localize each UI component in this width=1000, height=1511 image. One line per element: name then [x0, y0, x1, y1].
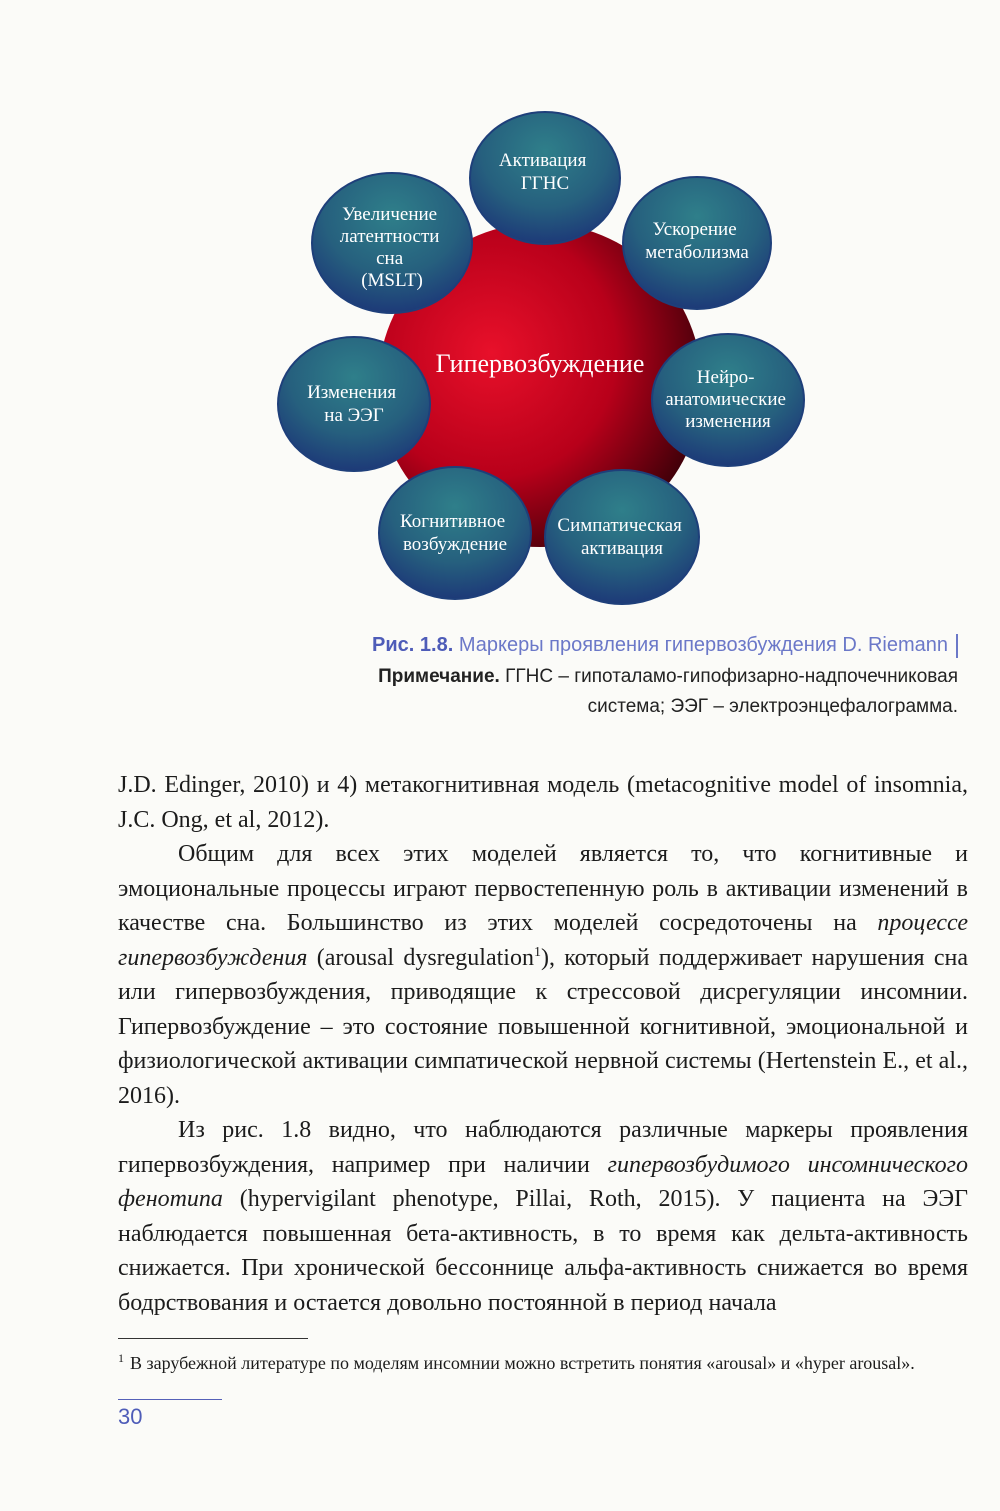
- node-activation-hpa: [470, 112, 620, 244]
- paragraph-3-italic: гипервозбудимого инсомнического фенотипа: [118, 1151, 969, 1212]
- paragraph-2-part-b: (arousal dysregulation: [307, 944, 534, 971]
- center-label: Гипервозбуждение: [435, 349, 645, 378]
- node-label-line: Когнитивное: [400, 511, 506, 532]
- node-label-line: Нейро-: [696, 367, 755, 388]
- node-label-line: на ЭЭГ: [324, 405, 384, 426]
- page-number-rule: [118, 1399, 222, 1400]
- node-label-line: анатомические: [665, 389, 786, 410]
- paragraph-1: J.D. Edinger, 2010) и 4) метакогнитивная модель (metacognitive model of insomnia, J.C. Ong, et al, 2012).: [118, 772, 968, 833]
- node-label-line: ГГНС: [520, 173, 570, 194]
- node-label-line: Ускорение: [652, 219, 737, 240]
- node-label-line: Симпатическая: [557, 515, 682, 536]
- paragraph-2-italic: процессе гипервозбуждения: [118, 910, 968, 971]
- node-label-line: Изменения: [307, 382, 397, 403]
- node-label-line: Активация: [498, 150, 587, 171]
- node-metabolism: [623, 177, 771, 309]
- page-number: 30: [118, 1404, 143, 1429]
- footnote-ref[interactable]: 1: [533, 944, 541, 960]
- paragraph-3: [118, 1113, 968, 1320]
- caption-title-text: Маркеры проявления гипервозбуждения D. Riemann: [458, 634, 948, 656]
- footnote-rule: [118, 1338, 308, 1339]
- figure-caption: [58, 628, 958, 722]
- node-sleep-latency: [312, 173, 472, 313]
- node-label-line: Увеличение: [342, 204, 438, 225]
- caption-bar: [956, 634, 958, 658]
- caption-label: Рис. 1.8.: [372, 634, 454, 656]
- node-neuroanatomy: [652, 334, 804, 466]
- caption-note-line2: система; ЭЭГ – электроэнцефалограмма.: [587, 696, 958, 717]
- caption-title: [58, 628, 958, 662]
- node-cognitive: [379, 467, 531, 599]
- node-label-line: латентности: [339, 226, 440, 247]
- node-label-line: сна: [376, 248, 404, 269]
- caption-note-label: Примечание.: [378, 666, 500, 687]
- caption-note-line1: ГГНС – гипоталамо-гипофизарно-надпочечниковая: [505, 666, 958, 687]
- footnote-text: В зарубежной литературе по моделям инсомнии можно встретить понятия «arousal» и «hyper arousal».: [130, 1353, 915, 1373]
- hyperarousal-diagram: [0, 0, 1000, 620]
- footnote-marker: 1: [118, 1351, 124, 1365]
- paragraph-3-part-a: Из рис. 1.8 видно, что наблюдаются различные маркеры проявления гипервозбуждения, например при наличии: [118, 1117, 968, 1178]
- body-text: [118, 768, 968, 1320]
- paragraph-2: [118, 837, 968, 1113]
- node-label-line: возбуждение: [402, 534, 508, 555]
- caption-note: [58, 662, 958, 722]
- node-eeg: [278, 337, 430, 471]
- paragraph-3-part-b: (hypervigilant phenotype, Pillai, Roth, 2015). У пациента на ЭЭГ наблюдается повышенная бета-активность, в то время как дельта-активность снижается. При хронической бессоннице альфа-активность снижается во время бодрствования и остается довольно постоянной в период начала: [118, 1186, 968, 1316]
- footnote: [118, 1346, 968, 1375]
- node-label-line: (MSLT): [361, 270, 423, 291]
- node-label-line: активация: [580, 538, 664, 559]
- node-sympathetic: [545, 470, 699, 604]
- paragraph-2-part-c: ), который поддерживает нарушения сна или гипервозбуждения, приводящие к стрессовой дисрегуляции инсомнии. Гипервозбуждение – это состояние повышенной когнитивной, эмоциональной и физиологической активации симпатической нервной системы (Hertenstein E., et al., 2016).: [118, 944, 969, 1109]
- node-label-line: изменения: [685, 411, 771, 432]
- paragraph-2-part-a: Общим для всех этих моделей является то, что когнитивные и эмоциональные процессы играют первостепенную роль в активации изменений в качестве сна. Большинство из этих моделей сосредоточены на: [118, 841, 968, 936]
- node-label-line: метаболизма: [645, 242, 749, 263]
